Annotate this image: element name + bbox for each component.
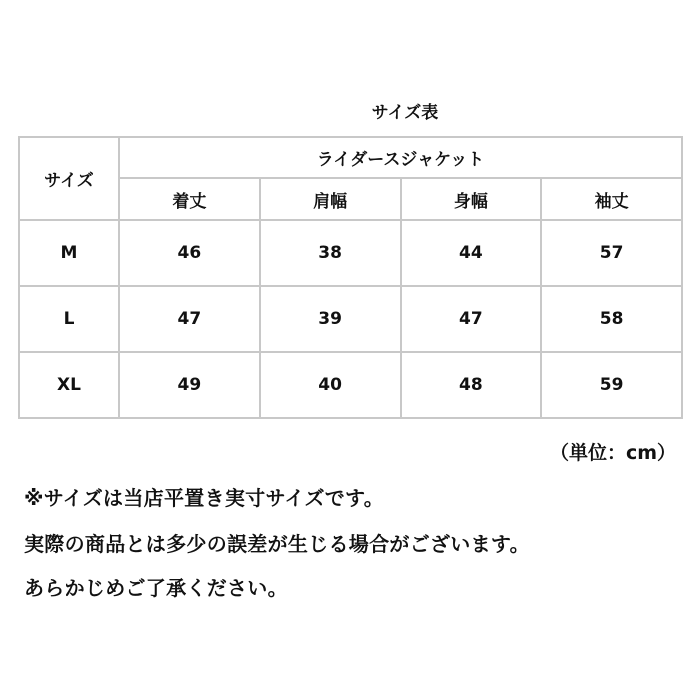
note-line: あらかじめご了承ください。 [24,576,288,600]
table-cell: 48 [401,352,542,418]
column-header-length: 着丈 [119,178,260,220]
table-cell: 39 [260,286,401,352]
table-header-row [19,137,682,178]
note-line: ※サイズは当店平置き実寸サイズです。 [24,486,385,510]
table-row [19,286,682,352]
table-cell: 57 [541,220,682,286]
column-header-chest: 身幅 [401,178,542,220]
table-cell: 46 [119,220,260,286]
size-header-cell: サイズ [19,137,119,220]
table-cell: 40 [260,352,401,418]
unit-label: （単位：cm） [549,442,676,464]
table-cell: 47 [401,286,542,352]
page-title: サイズ表 [371,103,439,123]
size-label: XL [19,352,119,418]
note-line: 実際の商品とは多少の誤差が生じる場合がございます。 [24,532,530,556]
size-table [18,136,683,419]
table-cell: 49 [119,352,260,418]
column-header-shoulder: 肩幅 [260,178,401,220]
column-header-sleeve: 袖丈 [541,178,682,220]
size-label: L [19,286,119,352]
table-cell: 59 [541,352,682,418]
table-column-header-row [19,178,682,220]
table-row [19,220,682,286]
table-cell: 44 [401,220,542,286]
table-cell: 58 [541,286,682,352]
size-label: M [19,220,119,286]
table-row [19,352,682,418]
table-cell: 47 [119,286,260,352]
table-cell: 38 [260,220,401,286]
product-header-cell: ライダースジャケット [119,137,682,178]
